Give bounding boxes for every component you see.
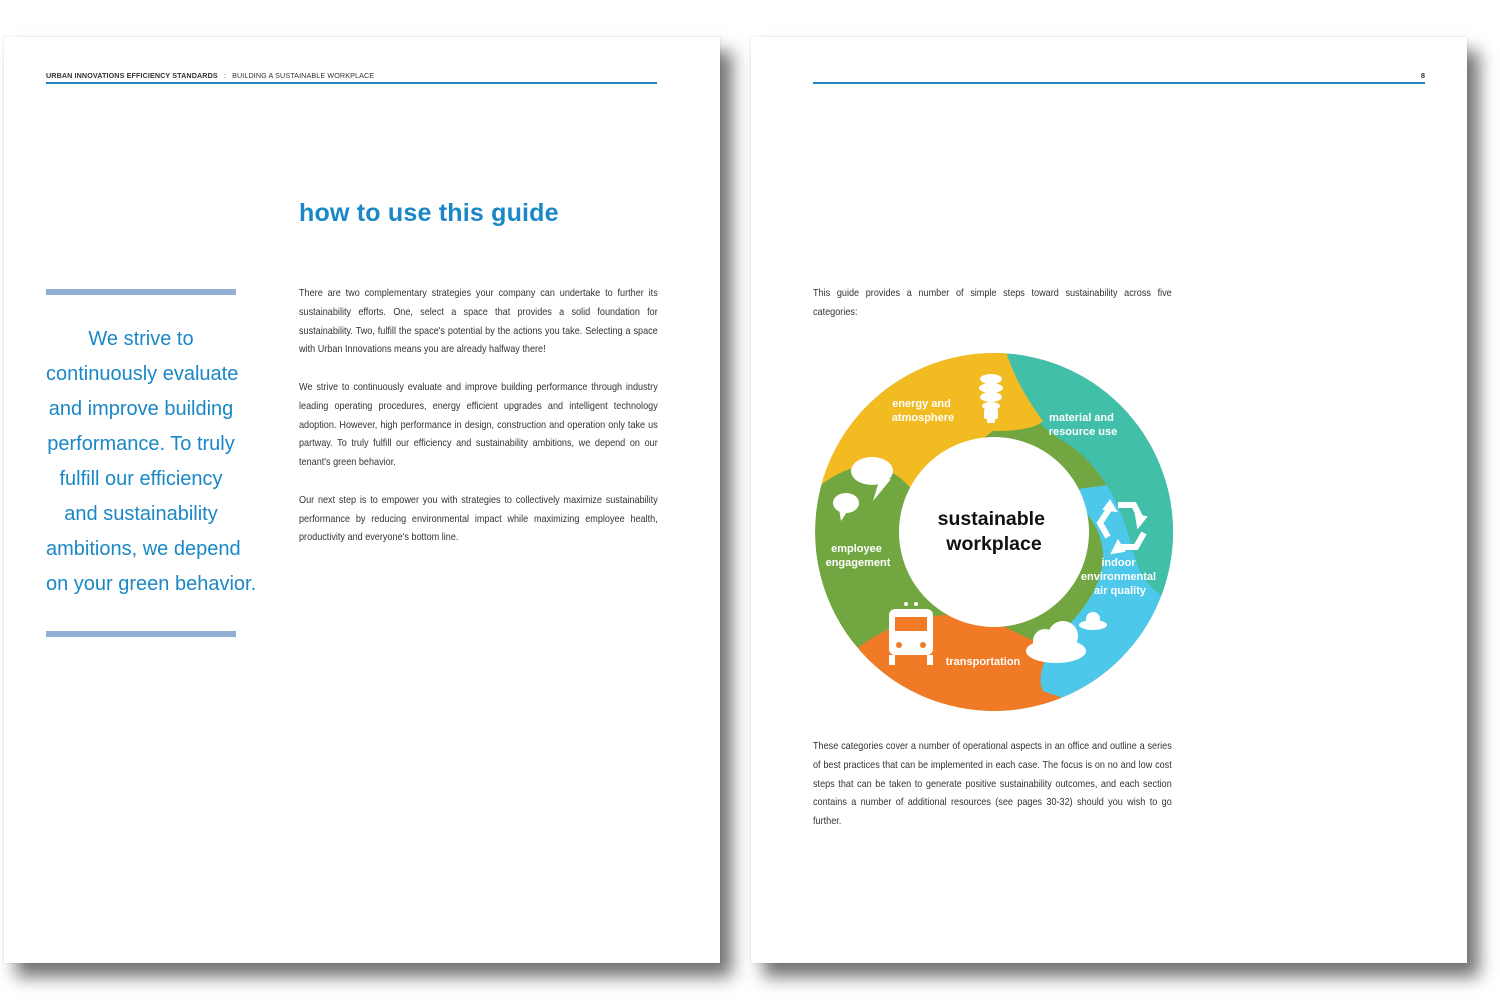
paragraph: This guide provides a number of simple steps toward sustainability across five categories:	[813, 288, 1172, 318]
paragraph: We strive to continuously evaluate and improve building performance through industry leading operating procedures, energy efficient upgrades and intelligent technology adoption. However, high performance in design, construction and operation only take us partway. To truly fulfill our efficiency and sustainability ambitions, we depend on our tenant's green behavior.	[299, 381, 658, 469]
pull-quote-line: on your green behavior.	[46, 573, 257, 595]
pull-quote-line: and improve building	[48, 398, 234, 420]
pull-quote-line: We strive to	[88, 328, 194, 350]
pull-quote-line: continuously evaluate	[46, 363, 239, 385]
left-page	[4, 37, 720, 963]
label-energy-atmosphere: energy and atmosphere	[891, 398, 955, 424]
paragraph: These categories cover a number of operational aspects in an office and outline a series of best practices that can be implemented in each case. The focus is on no and low cost steps that can be taken to generate positive sustainability outcomes, and each section contains a number of additional resources (see pages 30-32) should you wish to go further.	[813, 741, 1172, 828]
center-circle	[899, 437, 1089, 627]
pull-quote-line: performance. To truly	[47, 433, 235, 455]
header-rule	[813, 82, 1425, 84]
pull-quote-line: and sustainability	[64, 503, 218, 525]
header-separator: :	[223, 71, 226, 80]
pull-quote	[46, 322, 257, 602]
intro-text	[813, 285, 1172, 341]
header-subtitle: BUILDING A SUSTAINABLE WORKPLACE	[232, 71, 375, 80]
running-header	[46, 71, 374, 80]
paragraph: Our next step is to empower you with strategies to collectively maximize sustainability performance by reducing environmental impact while maximizing employee health, productivity and everyone's bottom line.	[299, 494, 658, 544]
label-transportation: transportation	[945, 656, 1021, 668]
label-material-resource: material and resource use	[1048, 412, 1118, 438]
pull-quote-bottom-bar	[46, 631, 236, 637]
header-rule	[46, 82, 657, 84]
intro-body-text	[299, 285, 658, 567]
header-title: URBAN INNOVATIONS EFFICIENCY STANDARDS	[46, 71, 218, 80]
pull-quote-top-bar	[46, 289, 236, 295]
right-page	[751, 37, 1467, 963]
label-employee-engagement: employee engagement	[825, 543, 891, 569]
sustainable-workplace-diagram	[813, 351, 1175, 713]
paragraph: There are two complementary strategies your company can undertake to further its sustainability efforts. One, select a space that provides a solid foundation for sustainability. Two, fulfill the space's potential by the actions you take. Selecting a space with Urban Innovations means you are already halfway there!	[299, 288, 658, 356]
closing-text	[813, 738, 1172, 851]
diagram-center-title: sustainable workplace	[937, 508, 1045, 555]
page-number: 8	[1420, 71, 1425, 80]
pull-quote-line: fulfill our efficiency	[59, 468, 223, 490]
pull-quote-line: ambitions, we depend	[46, 538, 241, 560]
label-indoor-air-quality: indoor environmental air quality	[1080, 557, 1157, 597]
page-title: how to use this guide	[299, 199, 559, 227]
